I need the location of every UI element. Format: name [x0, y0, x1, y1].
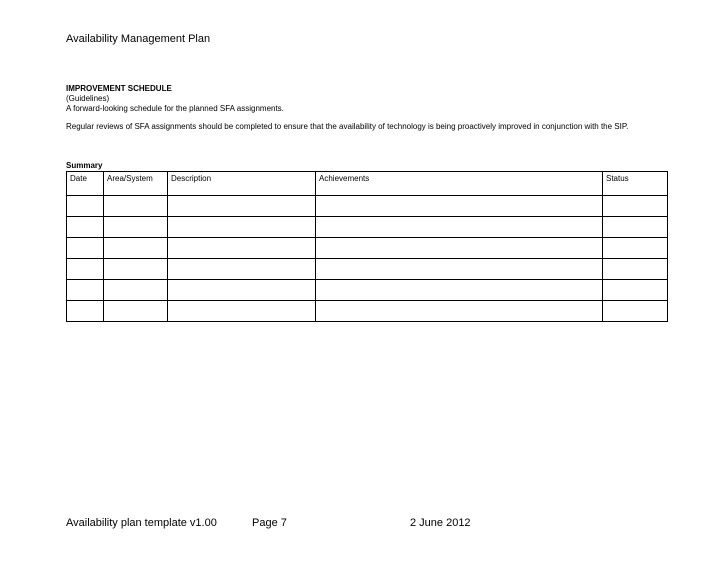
table-row: [67, 280, 668, 301]
table-cell: [316, 280, 603, 301]
table-cell: [316, 301, 603, 322]
table-cell: [168, 196, 316, 217]
table-cell: [168, 280, 316, 301]
paragraph-gap: [66, 114, 676, 122]
table-cell: [104, 259, 168, 280]
table-cell: [67, 196, 104, 217]
table-cell: [603, 238, 668, 259]
table-cell: [104, 238, 168, 259]
table-cell: [316, 217, 603, 238]
table-cell: [603, 259, 668, 280]
table-cell: [104, 196, 168, 217]
footer-date: 2 June 2012: [410, 517, 471, 529]
table-cell: [168, 301, 316, 322]
column-header-date: Date: [67, 172, 104, 196]
footer-page-number: Page 7: [252, 517, 287, 529]
column-header-area-system: Area/System: [104, 172, 168, 196]
table-row: [67, 238, 668, 259]
section-note: Regular reviews of SFA assignments should be completed to ensure that the availability of technology is being proactively improved in conjunction with the SIP.: [66, 122, 629, 131]
improvement-schedule-section: [66, 84, 676, 132]
table-cell: [168, 238, 316, 259]
table-cell: [104, 280, 168, 301]
table-cell: [67, 259, 104, 280]
table-row: [67, 217, 668, 238]
section-description: A forward-looking schedule for the planned SFA assignments.: [66, 104, 284, 113]
table-cell: [168, 217, 316, 238]
table-cell: [603, 280, 668, 301]
column-header-status: Status: [603, 172, 668, 196]
table-row: [67, 259, 668, 280]
table-cell: [67, 238, 104, 259]
table-cell: [104, 217, 168, 238]
table-cell: [603, 217, 668, 238]
table-cell: [603, 196, 668, 217]
column-header-description: Description: [168, 172, 316, 196]
table-cell: [67, 301, 104, 322]
summary-table: [66, 171, 668, 322]
table-cell: [104, 301, 168, 322]
table-cell: [316, 196, 603, 217]
column-header-achievements: Achievements: [316, 172, 603, 196]
table-cell: [67, 280, 104, 301]
section-subheading: (Guidelines): [66, 94, 110, 103]
section-heading: IMPROVEMENT SCHEDULE: [66, 84, 172, 93]
table-cell: [316, 238, 603, 259]
table-cell: [168, 259, 316, 280]
table-header-row: [67, 172, 668, 196]
summary-label: Summary: [66, 161, 103, 170]
footer-document-name: Availability plan template v1.00: [66, 517, 217, 529]
table-cell: [67, 217, 104, 238]
table-cell: [316, 259, 603, 280]
table-row: [67, 196, 668, 217]
page-header-title: Availability Management Plan: [66, 33, 211, 45]
table-cell: [603, 301, 668, 322]
table-row: [67, 301, 668, 322]
